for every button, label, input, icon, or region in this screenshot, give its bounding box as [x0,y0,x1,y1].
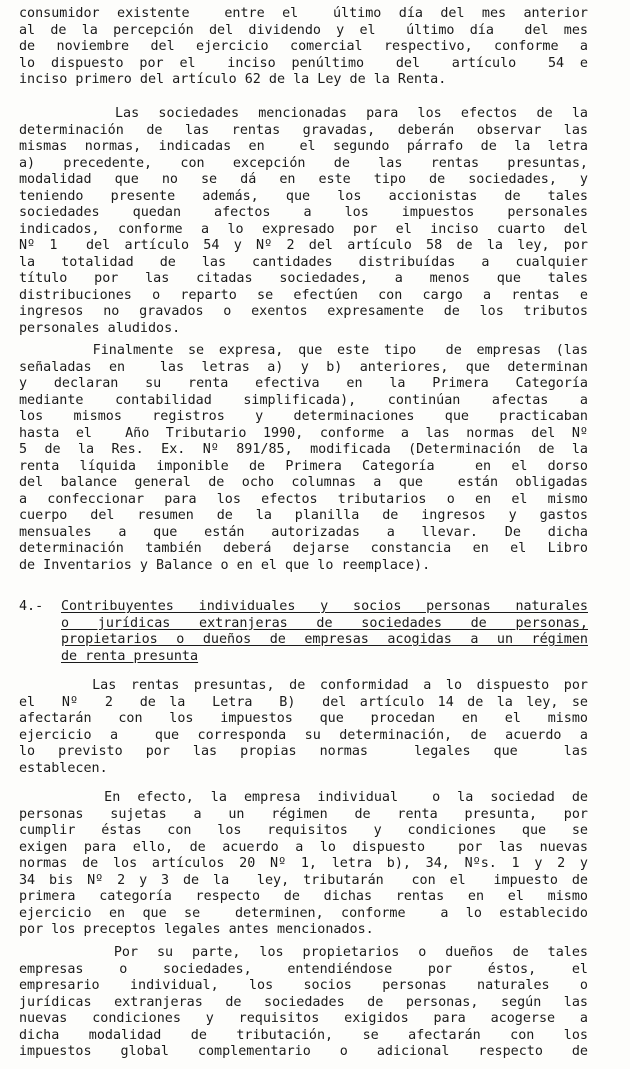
text-line: ejercicio a que corresponda su determinación, de acuerdo a [19,727,588,743]
text-line: ingresos no gravados o exentos expresamente de los tributos [19,304,588,319]
text-line: consumidor existente entre el último día del mes anterior [19,6,588,21]
text-line: dicha modalidad de tributación, se afectarán con los [19,1027,588,1043]
text-line: En efecto, la empresa individual o la sociedad de [19,790,588,805]
section-paragraph-2 [19,790,588,939]
text-line: indicados, conforme a lo expresado por el inciso cuarto del [19,221,588,237]
text-line: teniendo presente además, que los accionistas de tales [19,188,588,204]
text-line: a) precedente, con excepción de las rentas presuntas, [19,155,588,171]
text-line: establecen. [19,760,108,776]
paragraph-1 [19,6,588,89]
paragraph-2 [19,106,588,337]
text-line: personales aludidos. [19,320,181,336]
text-line: Finalmente se expresa, que este tipo de empresas (las [19,343,588,358]
text-line: personas sujetas a un régimen de renta presunta, por [19,806,588,822]
text-line: nuevas condiciones y requisitos exigidos para acogerse a [19,1011,588,1026]
text-line: afectarán con los impuestos que procedan en el mismo [19,711,588,726]
text-line: primera categoría respecto de dichas rentas en el mismo [19,889,588,904]
text-line: la totalidad de las cantidades distribuídas a cualquier [19,254,588,270]
text-line: de renta presunta [61,648,199,664]
text-line: cuerpo del resumen de la planilla de ingresos y gastos [19,508,588,523]
text-line: sociedades quedan afectos a los impuestos personales [19,205,588,220]
text-line: a confeccionar para los efectos tributarios o en el mismo [19,491,588,507]
text-line: del balance general de ocho columnas a que están obligadas [19,475,588,490]
text-line: mensuales a que están autorizadas a llevar. De dicha [19,524,588,540]
section-paragraph-3 [19,945,588,1061]
text-line: normas de los artículos 20 Nº 1, letra b), 34, Nºs. 1 y 2 y [19,856,588,871]
text-line: de Inventarios y Balance o en el que lo reemplace). [19,557,431,573]
text-line: distribuciones o reparto se efectúen con cargo a rentas e [19,287,588,303]
paragraph-3 [19,343,588,574]
text-line: renta líquida imponible de Primera Categoría en el dorso [19,458,588,474]
text-line: hasta el Año Tributario 1990, conforme a las normas del Nº [19,425,588,441]
text-line: Las sociedades mencionadas para los efectos de la [19,106,588,121]
text-line: lo dispuesto por el inciso penúltimo del artículo 54 e [19,55,588,71]
text-line: empresas o sociedades, entendiéndose por éstos, el [19,961,588,977]
text-line: al de la percepción del dividendo y el último día del mes [19,22,588,38]
text-line: Contribuyentes individuales y socios personas naturales [61,599,588,614]
text-line: ejercicio en que se determinen, conforme a lo establecido [19,905,588,921]
text-line: modalidad que no se dá en este tipo de sociedades, y [19,172,588,187]
text-line: Las rentas presuntas, de conformidad a lo dispuesto por [19,678,588,693]
section-heading [61,599,588,665]
text-line: Nº 1 del artículo 54 y Nº 2 del artículo 58 de la ley, por [19,238,588,253]
text-line: empresario individual, los socios personas naturales o [19,978,588,993]
text-line: y declaran su renta efectiva en la Primera Categoría [19,376,588,391]
text-line: los mismos registros y determinaciones que practicaban [19,409,588,424]
section-paragraph-1 [19,678,588,777]
text-line: determinación también deberá dejarse constancia en el Libro [19,541,588,556]
text-line: jurídicas extranjeras de sociedades de personas, según las [19,994,588,1010]
text-line: mediante contabilidad simplificada), continúan afectas a [19,392,588,408]
text-line: señaladas en las letras a) y b) anteriores, que determinan [19,359,588,375]
text-line: mismas normas, indicadas en el segundo párrafo de la letra [19,139,588,154]
text-line: propietarios o dueños de empresas acogidas a un régimen [61,632,588,647]
text-line: 5 de la Res. Ex. Nº 891/85, modificada (Determinación de la [19,442,588,457]
text-line: lo previsto por las propias normas legales que las [19,744,588,759]
text-line: inciso primero del artículo 62 de la Ley de la Renta. [19,72,447,87]
text-line: título por las citadas sociedades, a menos que tales [19,271,588,286]
text-line: de noviembre del ejercicio comercial respectivo, conforme a [19,39,588,54]
text-line: 34 bis Nº 2 y 3 de la ley, tributarán con el impuesto de [19,872,588,888]
text-line: cumplir éstas con los requisitos y condiciones que se [19,823,588,838]
text-line: exigen para ello, de acuerdo a lo dispuesto por las nuevas [19,839,588,855]
section-number: 4.- [19,599,44,614]
text-line: Por su parte, los propietarios o dueños de tales [19,945,588,960]
text-line: determinación de las rentas gravadas, deberán observar las [19,122,588,138]
text-line: el Nº 2 de la Letra B) del artículo 14 de la ley, se [19,694,588,710]
text-line: o jurídicas extranjeras de sociedades de personas, [61,615,588,631]
text-line: impuestos global complementario o adicional respecto de [19,1044,588,1059]
text-line: por los preceptos legales antes mencionados. [19,922,374,937]
